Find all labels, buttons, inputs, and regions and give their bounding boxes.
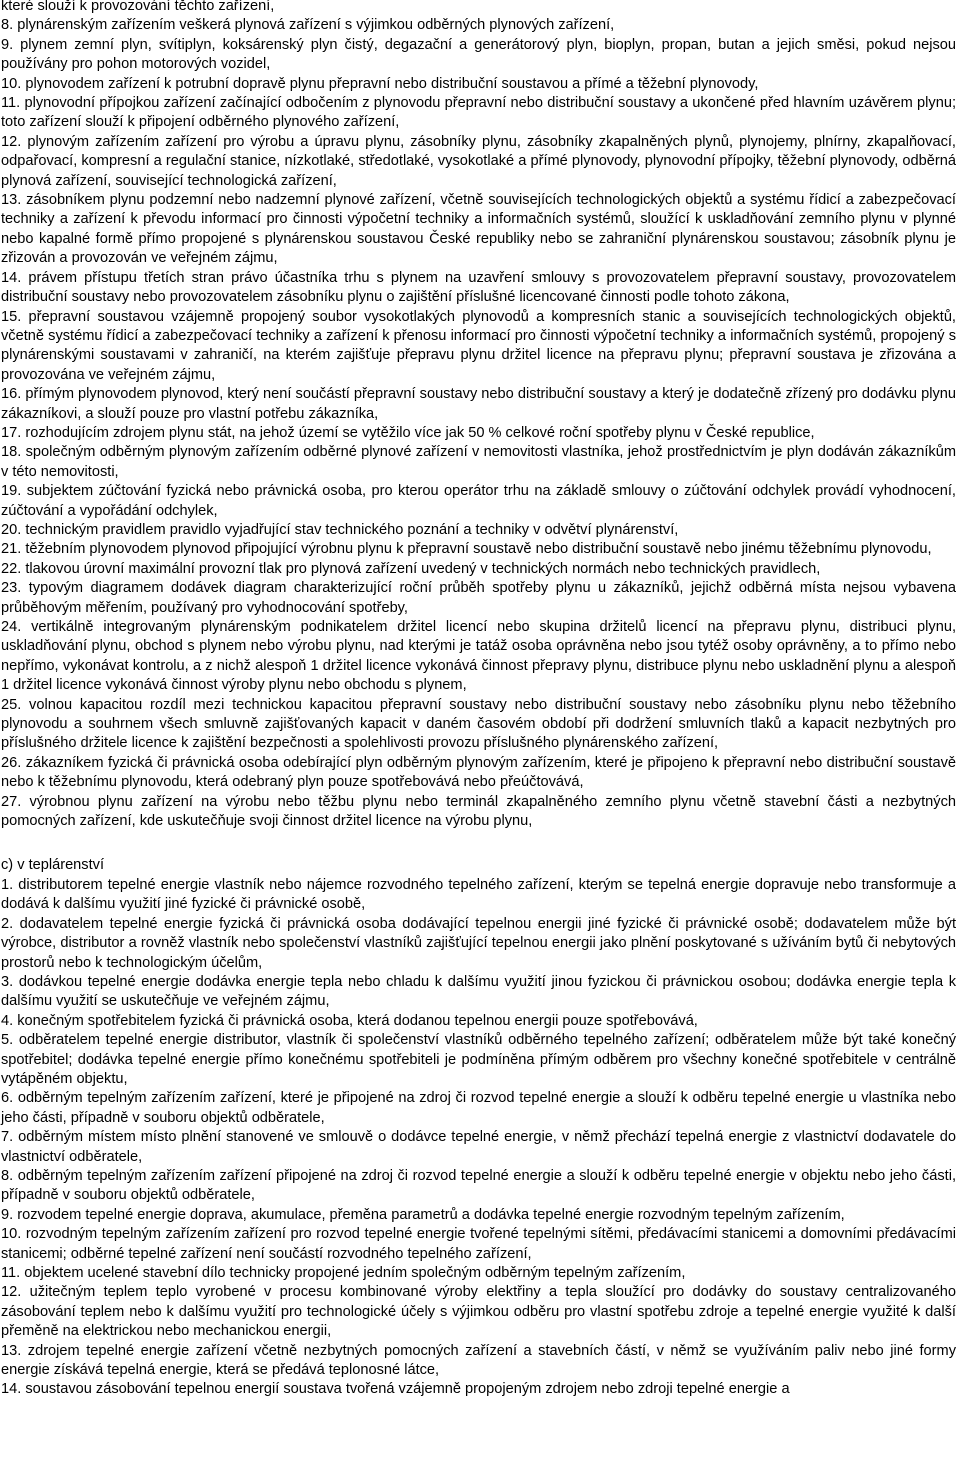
- definition-item: 21. těžebním plynovodem plynovod připojující výrobnu plynu k přepravní soustavě nebo distribuční soustavě nebo jinému těžebnímu plynovodu,: [1, 541, 932, 558]
- definition-item: 11. objektem ucelené stavební dílo technicky propojené jedním společným odběrným tepelným zařízením,: [1, 1265, 686, 1281]
- definition-item: 2. dodavatelem tepelné energie fyzická či právnická osoba dodávající tepelnou energii jiné fyzické či právnické osobě; dodavatelem může být výrobce, distributor a rovněž vlastník nebo společenství vlastníků zajišťující tepelnou energii jako plnění poskytované s užíváním bytů či nebytových prostorů nebo k technologickým účelům,: [1, 915, 956, 971]
- definition-item: 27. výrobnou plynu zařízení na výrobu nebo těžbu plynu nebo terminál zkapalněného zemního plynu včetně stavební části a nezbytných pomocných zařízení, kde uskutečňuje svoji činnost držitel licence na výrobu plynu,: [1, 793, 956, 830]
- definition-item: 7. odběrným místem místo plnění stanovené ve smlouvě o dodávce tepelné energie, v němž přechází tepelná energie z vlastnictví dodavatele do vlastnictví odběratele,: [1, 1129, 956, 1165]
- definition-item: 12. plynovým zařízením zařízení pro výrobu a úpravu plynu, zásobníky plynu, zásobníky zkapalněných plynů, plynojemy, plnírny, zkapalňovací, odpařovací, kompresní a regulační stanice, nízkotlaké, středotlaké, vysokotlaké a přímé plynovody, plynovodní přípojky, těžební plynovody, odběrná plynová zařízení, související technologická zařízení,: [1, 133, 956, 189]
- section-gap: [1, 831, 956, 856]
- definition-item: 11. plynovodní přípojkou zařízení začínající odbočením z plynovodu přepravní nebo distribuční soustavy a ukončené před hlavním uzávěrem plynu; toto zařízení slouží k připojení odběrného plynového zařízení,: [1, 95, 956, 131]
- intro-section: [1, 0, 956, 16]
- definition-item: 14. právem přístupu třetích stran právo účastníka trhu s plynem na uzavření smlouvy s provozovatelem přepravní soustavy, provozovatelem distribuční soustavy nebo provozovatelem zásobníku plynu o zajištění příslušné licencované činnosti podle tohoto zákona,: [1, 269, 956, 306]
- definition-item: 25. volnou kapacitou rozdíl mezi technickou kapacitou přepravní soustavy nebo distribuční soustavy nebo zásobníku plynu nebo těžebního plynovodu a souhrnem všech smluvně zajišťovaných kapacit v daném časovém období při dodržení smluvních tlaků a kapacit nezbytných pro příslušného držitele licence k zajištění bezpečnosti a spolehlivosti provozu příslušného plynárenského zařízení,: [1, 696, 956, 752]
- document-page: [1, 0, 956, 1400]
- definition-item: 9. plynem zemní plyn, svítiplyn, koksárenský plyn čistý, degazační a generátorový plyn, bioplyn, propan, butan a jejich směsi, pokud nejsou používány pro pohon motorových vozidel,: [1, 36, 956, 73]
- definition-item: 12. užitečným teplem teplo vyrobené v procesu kombinované výroby elektřiny a tepla sloužící pro dodávky do soustavy centralizovaného zásobování teplem nebo k dalšímu využití pro technologické účely s výjimkou odběru pro vlastní spotřebu zdroje a tepelné energie využité k další přeměně na elektrickou nebo mechanickou energii,: [1, 1284, 956, 1340]
- definition-item: 18. společným odběrným plynovým zařízením odběrné plynové zařízení v nemovitosti vlastníka, jehož prostřednictvím je plyn dodáván zákazníkům v této nemovitosti,: [1, 444, 956, 480]
- section-heading: c) v teplárenství: [1, 857, 105, 874]
- definition-item: 10. rozvodným tepelným zařízením zařízení pro rozvod tepelné energie tvořené tepelnými sítěmi, předávacími stanicemi a domovními předávacími stanicemi; odběrné tepelné zařízení není součástí rozvodného tepelného zařízení,: [1, 1226, 956, 1262]
- definition-item: 26. zákazníkem fyzická či právnická osoba odebírající plyn odběrným plynovým zařízením, které je připojeno k přepravní nebo distribuční soustavě nebo k těžebnímu plynovodu, která odebraný plyn pouze spotřebovává nebo přeúčtovává,: [1, 754, 956, 791]
- definition-item: 5. odběratelem tepelné energie distributor, vlastník či společenství vlastníků odběrného tepelného zařízení; odběratelem může být také konečný spotřebitel; dodávka tepelné energie přímo konečnému spotřebiteli je podmíněna přímým odběrem pro všechny konečné spotřebitele v centrálně vytápěném objektu,: [1, 1032, 956, 1087]
- definition-item: 13. zdrojem tepelné energie zařízení včetně nezbytných pomocných zařízení a stavebních částí, v němž se využíváním paliv nebo jiné formy energie získává tepelná energie, která se předává teplonosné látce,: [1, 1342, 956, 1379]
- definition-item: 14. soustavou zásobování tepelnou energií soustava tvořená vzájemně propojeným zdrojem nebo zdroji tepelné energie a: [1, 1381, 790, 1398]
- definition-item: 13. zásobníkem plynu podzemní nebo nadzemní plynové zařízení, včetně souvisejících technologických objektů a systému řídicí a zabezpečovací techniky a zařízení k převodu informací pro činnosti výpočetní techniky a informačních systémů, sloužící k uskladňování zemního plynu v plynné nebo kapalné formě přímo propojené s plynárenskou soustavou České republiky nebo se zahraniční plynárenskou soustavou; zásobník plynu je zřizován a provozován ve veřejném zájmu,: [1, 192, 956, 267]
- intro-line: které slouží k provozování těchto zařízení,: [1, 0, 275, 14]
- definition-item: 22. tlakovou úrovní maximální provozní tlak pro plynová zařízení uvedený v technických normách nebo technických pravidlech,: [1, 560, 821, 577]
- definition-item: 8. odběrným tepelným zařízením zařízení připojené na zdroj či rozvod tepelné energie a slouží k odběru tepelné energie v objektu nebo jeho části, případně v souboru objektů odběratele,: [1, 1167, 956, 1204]
- definition-item: 19. subjektem zúčtování fyzická nebo právnická osoba, pro kterou operátor trhu na základě smlouvy o zúčtování odchylek provádí vyhodnocení, zúčtování a vypořádání odchylek,: [1, 483, 956, 519]
- heat-definitions-list: [1, 876, 956, 1400]
- definition-item: 24. vertikálně integrovaným plynárenským podnikatelem držitel licencí nebo skupina držitelů licencí na přepravu plynu, distribuci plynu, uskladňování plynu, obchod s plynem nebo výrobu plynu, nad kterými je tatáž osoba oprávněna nebo jsou tytéž osoby oprávněny, a to přímo nebo nepřímo, vykonávat kontrolu, a z nichž alespoň 1 držitel licence vykonává činnost přepravy plynu, distribuce plynu nebo uskladnění plynu a alespoň 1 držitel licence vykonává činnost výroby plynu nebo obchodu s plynem,: [1, 619, 956, 694]
- definition-item: 10. plynovodem zařízení k potrubní dopravě plynu přepravní nebo distribuční soustavou a přímé a těžební plynovody,: [1, 75, 759, 92]
- definition-item: 4. konečným spotřebitelem fyzická či právnická osoba, která dodanou tepelnou energii pouze spotřebovává,: [1, 1012, 698, 1029]
- definition-item: 16. přímým plynovodem plynovod, který není součástí přepravní soustavy nebo distribuční soustavy a který je dodatečně zřízený pro dodávku plynu zákazníkovi, a slouží pouze pro vlastní potřebu zákazníka,: [1, 386, 956, 422]
- definition-item: 20. technickým pravidlem pravidlo vyjadřující stav technického poznání a techniky v odvětví plynárenství,: [1, 521, 679, 538]
- definition-item: 17. rozhodujícím zdrojem plynu stát, na jehož území se vytěžilo více jak 50 % celkové roční spotřeby plynu v České republice,: [1, 424, 815, 441]
- definition-item: 6. odběrným tepelným zařízením zařízení, které je připojené na zdroj či rozvod tepelné energie a slouží k odběru tepelné energie u vlastníka nebo jeho části, případně v souboru objektů odběratele,: [1, 1090, 956, 1126]
- gas-definitions-list: [1, 16, 956, 831]
- definition-item: 15. přepravní soustavou vzájemně propojený soubor vysokotlakých plynovodů a kompresních stanic a souvisejících technologických objektů, včetně systému řídicí a zabezpečovací techniky a zařízení k přenosu informací pro činnosti výpočetní techniky a informačních systémů, propojený s plynárenskými soustavami v zahraničí, na kterém zajišťuje přepravu plynu držitel licence na přepravu plynu; přepravní soustava je zřizována a provozována ve veřejném zájmu,: [1, 308, 956, 383]
- definition-item: 9. rozvodem tepelné energie doprava, akumulace, přeměna parametrů a dodávka tepelné energie rozvodným tepelným zařízením,: [1, 1206, 845, 1223]
- definition-item: 8. plynárenským zařízením veškerá plynová zařízení s výjimkou odběrných plynových zařízení,: [1, 17, 615, 34]
- definition-item: 23. typovým diagramem dodávek diagram charakterizující roční průběh spotřeby plynu u zákazníků, jejichž odběrná místa nejsou vybavena průběhovým měřením, používaný pro vyhodnocování spotřeby,: [1, 580, 956, 616]
- definition-item: 1. distributorem tepelné energie vlastník nebo nájemce rozvodného tepelného zařízení, kterým se tepelná energie dopravuje nebo transformuje a dodává k dalšímu využití jiné fyzické či právnické osobě,: [1, 876, 956, 913]
- definition-item: 3. dodávkou tepelné energie dodávka energie tepla nebo chladu k dalšímu využití jinou fyzickou či právnickou osobou; dodávka energie tepla k dalšímu využití se uskutečňuje ve veřejném zájmu,: [1, 973, 956, 1010]
